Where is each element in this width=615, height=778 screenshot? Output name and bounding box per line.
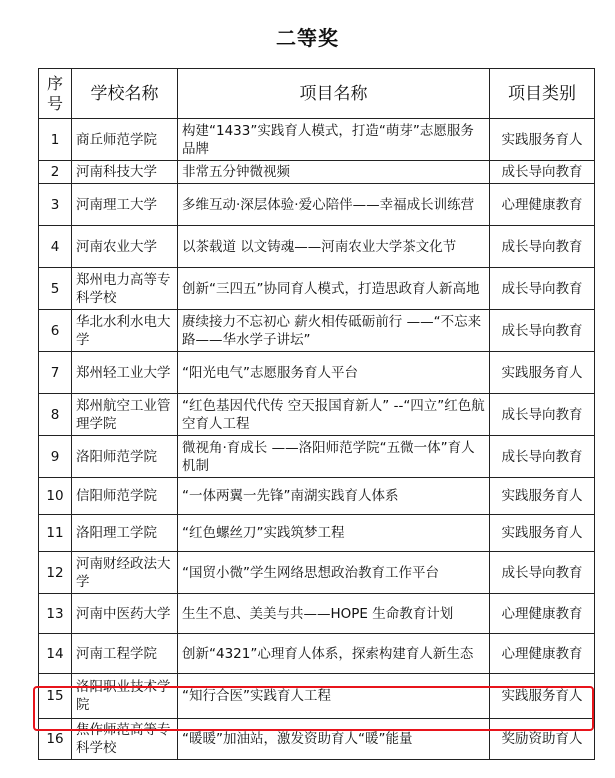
cell-project: 非常五分钟微视频	[178, 161, 490, 184]
cell-project: “红色螺丝刀”实践筑梦工程	[178, 515, 490, 552]
table-row	[39, 226, 595, 268]
cell-school: 河南财经政法大学	[72, 552, 178, 594]
cell-category: 实践服务育人	[490, 674, 595, 719]
cell-project: 创新“三四五”协同育人模式，打造思政育人新高地	[178, 268, 490, 310]
table-row	[39, 394, 595, 436]
table-row	[39, 478, 595, 515]
cell-no: 13	[39, 594, 72, 634]
cell-project: “暖暖”加油站，激发资助育人“暖”能量	[178, 719, 490, 760]
cell-project: “阳光电气”志愿服务育人平台	[178, 352, 490, 394]
table-row	[39, 119, 595, 161]
cell-school: 郑州轻工业大学	[72, 352, 178, 394]
cell-no: 11	[39, 515, 72, 552]
cell-school: 焦作师范高等专科学校	[72, 719, 178, 760]
cell-project: 构建“1433”实践育人模式，打造“萌芽”志愿服务品牌	[178, 119, 490, 161]
award-table	[38, 68, 595, 760]
header-school: 学校名称	[72, 69, 178, 119]
cell-school: 商丘师范学院	[72, 119, 178, 161]
table-row	[39, 161, 595, 184]
cell-school: 洛阳职业技术学院	[72, 674, 178, 719]
cell-no: 1	[39, 119, 72, 161]
cell-project: 微视角·育成长 ——洛阳师范学院“五微一体”育人机制	[178, 436, 490, 478]
cell-no: 12	[39, 552, 72, 594]
cell-no: 2	[39, 161, 72, 184]
table-row	[39, 310, 595, 352]
cell-no: 3	[39, 184, 72, 226]
cell-category: 实践服务育人	[490, 478, 595, 515]
cell-project: “国贸小微”学生网络思想政治教育工作平台	[178, 552, 490, 594]
table-row	[39, 552, 595, 594]
cell-school: 河南理工大学	[72, 184, 178, 226]
cell-category: 成长导向教育	[490, 226, 595, 268]
cell-no: 10	[39, 478, 72, 515]
table-row	[39, 184, 595, 226]
cell-category: 成长导向教育	[490, 552, 595, 594]
cell-category: 成长导向教育	[490, 436, 595, 478]
cell-no: 14	[39, 634, 72, 674]
cell-school: 洛阳师范学院	[72, 436, 178, 478]
cell-no: 16	[39, 719, 72, 760]
cell-no: 4	[39, 226, 72, 268]
cell-project: 多维互动·深层体验·爱心陪伴——幸福成长训练营	[178, 184, 490, 226]
table-row	[39, 268, 595, 310]
cell-no: 9	[39, 436, 72, 478]
cell-no: 7	[39, 352, 72, 394]
cell-category: 实践服务育人	[490, 515, 595, 552]
cell-project: “一体两翼一先锋”南湖实践育人体系	[178, 478, 490, 515]
cell-category: 心理健康教育	[490, 594, 595, 634]
cell-project: “红色基因代代传 空天报国育新人” --“四立”红色航空育人工程	[178, 394, 490, 436]
table-row	[39, 594, 595, 634]
table-row	[39, 719, 595, 760]
table-row	[39, 436, 595, 478]
cell-project: “知行合医”实践育人工程	[178, 674, 490, 719]
cell-project: 生生不息、美美与共——HOPE 生命教育计划	[178, 594, 490, 634]
cell-category: 实践服务育人	[490, 119, 595, 161]
table-row	[39, 674, 595, 719]
cell-category: 实践服务育人	[490, 352, 595, 394]
cell-school: 洛阳理工学院	[72, 515, 178, 552]
cell-school: 河南工程学院	[72, 634, 178, 674]
cell-category: 成长导向教育	[490, 268, 595, 310]
cell-school: 河南科技大学	[72, 161, 178, 184]
cell-category: 成长导向教育	[490, 394, 595, 436]
table-row	[39, 352, 595, 394]
table-row	[39, 634, 595, 674]
page-title: 二等奖	[276, 26, 339, 50]
cell-no: 5	[39, 268, 72, 310]
cell-school: 郑州航空工业管理学院	[72, 394, 178, 436]
cell-no: 8	[39, 394, 72, 436]
cell-school: 信阳师范学院	[72, 478, 178, 515]
table-row	[39, 515, 595, 552]
header-category: 项目类别	[490, 69, 595, 119]
cell-school: 河南中医药大学	[72, 594, 178, 634]
cell-category: 奖励资助育人	[490, 719, 595, 760]
header-no: 序号	[39, 69, 72, 119]
cell-project: 以茶载道 以文铸魂——河南农业大学茶文化节	[178, 226, 490, 268]
cell-category: 成长导向教育	[490, 310, 595, 352]
cell-no: 15	[39, 674, 72, 719]
table-header-row	[39, 69, 595, 119]
header-project: 项目名称	[178, 69, 490, 119]
cell-no: 6	[39, 310, 72, 352]
cell-project: 创新“4321”心理育人体系，探索构建育人新生态	[178, 634, 490, 674]
cell-category: 心理健康教育	[490, 634, 595, 674]
cell-school: 河南农业大学	[72, 226, 178, 268]
cell-category: 心理健康教育	[490, 184, 595, 226]
cell-project: 赓续接力不忘初心 薪火相传砥砺前行 ——“不忘来路——华水学子讲坛”	[178, 310, 490, 352]
cell-school: 郑州电力高等专科学校	[72, 268, 178, 310]
cell-category: 成长导向教育	[490, 161, 595, 184]
cell-school: 华北水利水电大学	[72, 310, 178, 352]
